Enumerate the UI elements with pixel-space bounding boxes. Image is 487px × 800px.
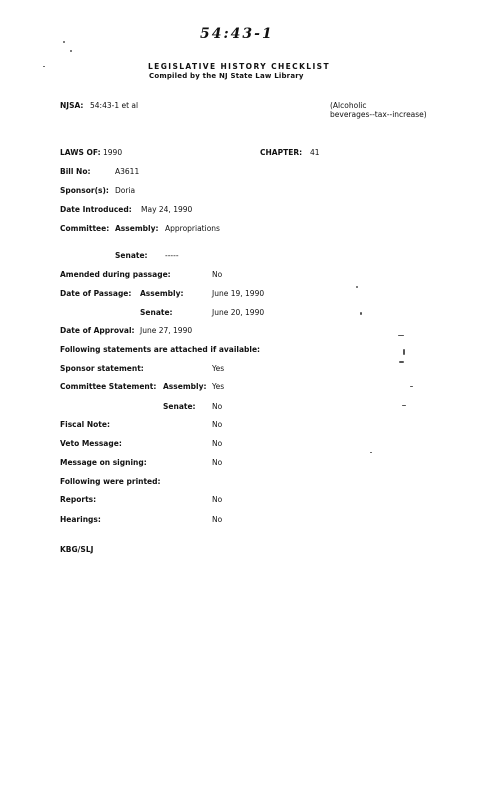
chapter-label: CHAPTER: — [260, 148, 303, 157]
committee-senate-value: ----- — [165, 251, 179, 260]
fiscal-note-value: No — [212, 420, 223, 429]
passage-senate-value: June 20, 1990 — [212, 308, 265, 317]
amended-label: Amended during passage: — [60, 270, 171, 279]
committee-assembly-value: Appropriations — [165, 224, 220, 233]
scan-speck — [356, 286, 358, 288]
laws-of-label: LAWS OF: — [60, 148, 101, 157]
subject-line-2: beverages--tax--increase) — [330, 110, 427, 119]
scan-speck — [402, 405, 406, 406]
message-signing-value: No — [212, 458, 223, 467]
scan-speck — [63, 41, 65, 43]
bill-no-value: A3611 — [115, 167, 140, 176]
laws-of-value: 1990 — [103, 148, 123, 157]
scan-speck — [43, 66, 45, 67]
subject-line-1: (Alcoholic — [330, 101, 367, 110]
sponsor-label: Sponsor(s): — [60, 186, 109, 195]
sponsor-statement-label: Sponsor statement: — [60, 364, 144, 373]
sponsor-value: Doria — [115, 186, 136, 195]
reports-value: No — [212, 495, 223, 504]
committee-label: Committee: — [60, 224, 110, 233]
passage-senate-label: Senate: — [140, 308, 173, 317]
committee-statement-senate-value: No — [212, 402, 223, 411]
date-introduced-value: May 24, 1990 — [141, 205, 193, 214]
reports-label: Reports: — [60, 495, 97, 504]
committee-statement-senate-label: Senate: — [163, 402, 196, 411]
attached-heading: Following statements are attached if available: — [60, 345, 261, 354]
bill-no-label: Bill No: — [60, 167, 91, 176]
printed-heading: Following were printed: — [60, 477, 161, 486]
scan-speck — [360, 312, 362, 315]
passage-assembly-value: June 19, 1990 — [212, 289, 265, 298]
approval-label: Date of Approval: — [60, 326, 135, 335]
handwritten-reference: 54:43-1 — [200, 26, 274, 42]
scan-speck — [70, 50, 72, 52]
njsa-value: 54:43-1 et al — [90, 101, 139, 110]
fiscal-note-label: Fiscal Note: — [60, 420, 110, 429]
scan-speck — [370, 452, 372, 453]
date-introduced-label: Date Introduced: — [60, 205, 132, 214]
scan-speck — [410, 386, 413, 387]
hearings-value: No — [212, 515, 223, 524]
approval-value: June 27, 1990 — [140, 326, 193, 335]
scan-speck — [398, 335, 404, 336]
message-signing-label: Message on signing: — [60, 458, 147, 467]
document-title: LEGISLATIVE HISTORY CHECKLIST — [148, 62, 330, 71]
committee-statement-label: Committee Statement: — [60, 382, 157, 391]
veto-message-value: No — [212, 439, 223, 448]
veto-message-label: Veto Message: — [60, 439, 122, 448]
committee-statement-assembly-label: Assembly: — [163, 382, 207, 391]
scan-speck — [399, 361, 404, 363]
passage-assembly-label: Assembly: — [140, 289, 184, 298]
sponsor-statement-value: Yes — [212, 364, 225, 373]
passage-label: Date of Passage: — [60, 289, 132, 298]
hearings-label: Hearings: — [60, 515, 101, 524]
initials: KBG/SLJ — [60, 545, 94, 554]
committee-assembly-label: Assembly: — [115, 224, 159, 233]
chapter-value: 41 — [310, 148, 320, 157]
committee-senate-label: Senate: — [115, 251, 148, 260]
amended-value: No — [212, 270, 223, 279]
njsa-label: NJSA: — [60, 101, 84, 110]
scan-speck — [403, 349, 405, 355]
document-subtitle: Compiled by the NJ State Law Library — [149, 72, 304, 80]
committee-statement-assembly-value: Yes — [212, 382, 225, 391]
